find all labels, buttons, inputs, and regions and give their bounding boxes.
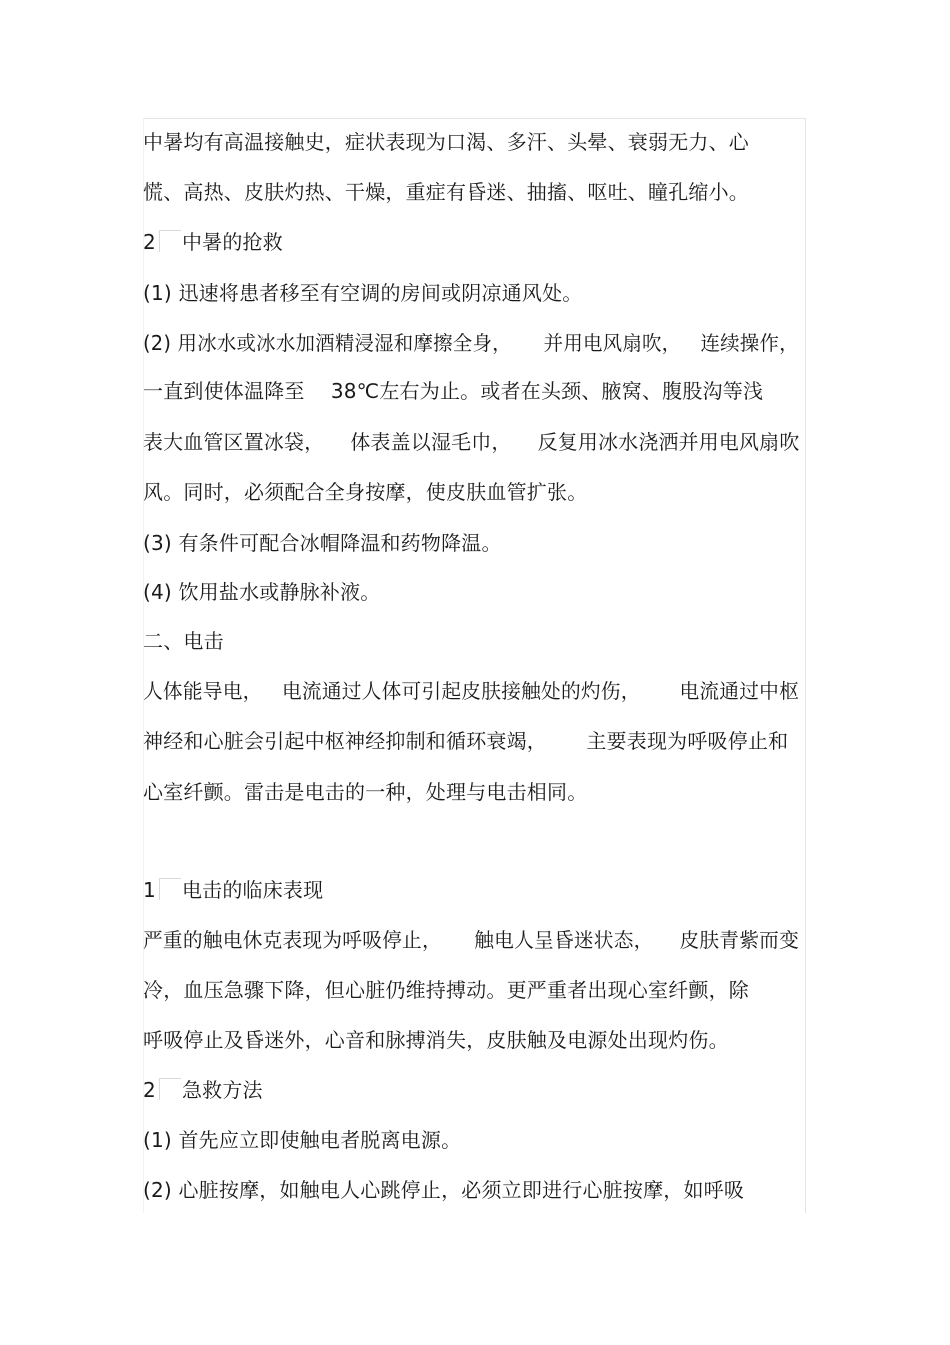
text-line: 冷，血压急骤下降，但心脏仍维持搏动。更严重者出现心室纤颤，除 [143,978,749,1002]
section-heading [143,876,323,904]
heading-text: 中暑的抢救 [181,230,283,254]
heading-number: 2 [143,1078,156,1102]
number-box [159,878,181,900]
section-heading [143,1076,263,1104]
heading-text: 急救方法 [181,1078,263,1102]
list-item: (3) 有条件可配合冰帽降温和药物降温。 [143,531,502,555]
text-line: 严重的触电休克表现为呼吸停止， 触电人呈昏迷状态， 皮肤青紫而变 [143,928,800,952]
number-box [159,1078,181,1100]
text-line: 中暑均有高温接触史，症状表现为口渴、多汗、头晕、衰弱无力、心 [143,130,749,154]
heading-number: 1 [143,878,156,902]
text-line: 风。同时，必须配合全身按摩，使皮肤血管扩张。 [143,480,588,504]
text-line: 心室纤颤。雷击是电击的一种，处理与电击相同。 [143,780,588,804]
section-title: 二、电击 [143,629,224,653]
list-item: (2) 用冰水或冰水加酒精浸湿和摩擦全身， 并用电风扇吹， 连续操作， [143,331,799,355]
list-item: (4) 饮用盐水或静脉补液。 [143,580,381,604]
text-line: 一直到使体温降至 38℃左右为止。或者在头颈、腋窝、腹股沟等浅 [143,379,764,403]
heading-number: 2 [143,230,156,254]
list-item: (1) 首先应立即使触电者脱离电源。 [143,1128,462,1152]
section-heading [143,228,283,256]
text-line: 表大血管区置冰袋， 体表盖以湿毛巾， 反复用冰水浇洒并用电风扇吹 [143,430,800,454]
list-item: (2) 心脏按摩，如触电人心跳停止，必须立即进行心脏按摩，如呼吸 [143,1178,745,1202]
text-line: 呼吸停止及昏迷外，心音和脉搏消失，皮肤触及电源处出现灼伤。 [143,1028,729,1052]
text-line: 神经和心脏会引起中枢神经抑制和循环衰竭， 主要表现为呼吸停止和 [143,729,789,753]
list-item: (1) 迅速将患者移至有空调的房间或阴凉通风处。 [143,281,583,305]
heading-text: 电击的临床表现 [181,878,324,902]
text-line: 慌、高热、皮肤灼热、干燥，重症有昏迷、抽搐、呕吐、瞳孔缩小。 [143,180,749,204]
number-box [159,230,181,252]
text-line: 人体能导电， 电流通过人体可引起皮肤接触处的灼伤， 电流通过中枢 [143,679,800,703]
